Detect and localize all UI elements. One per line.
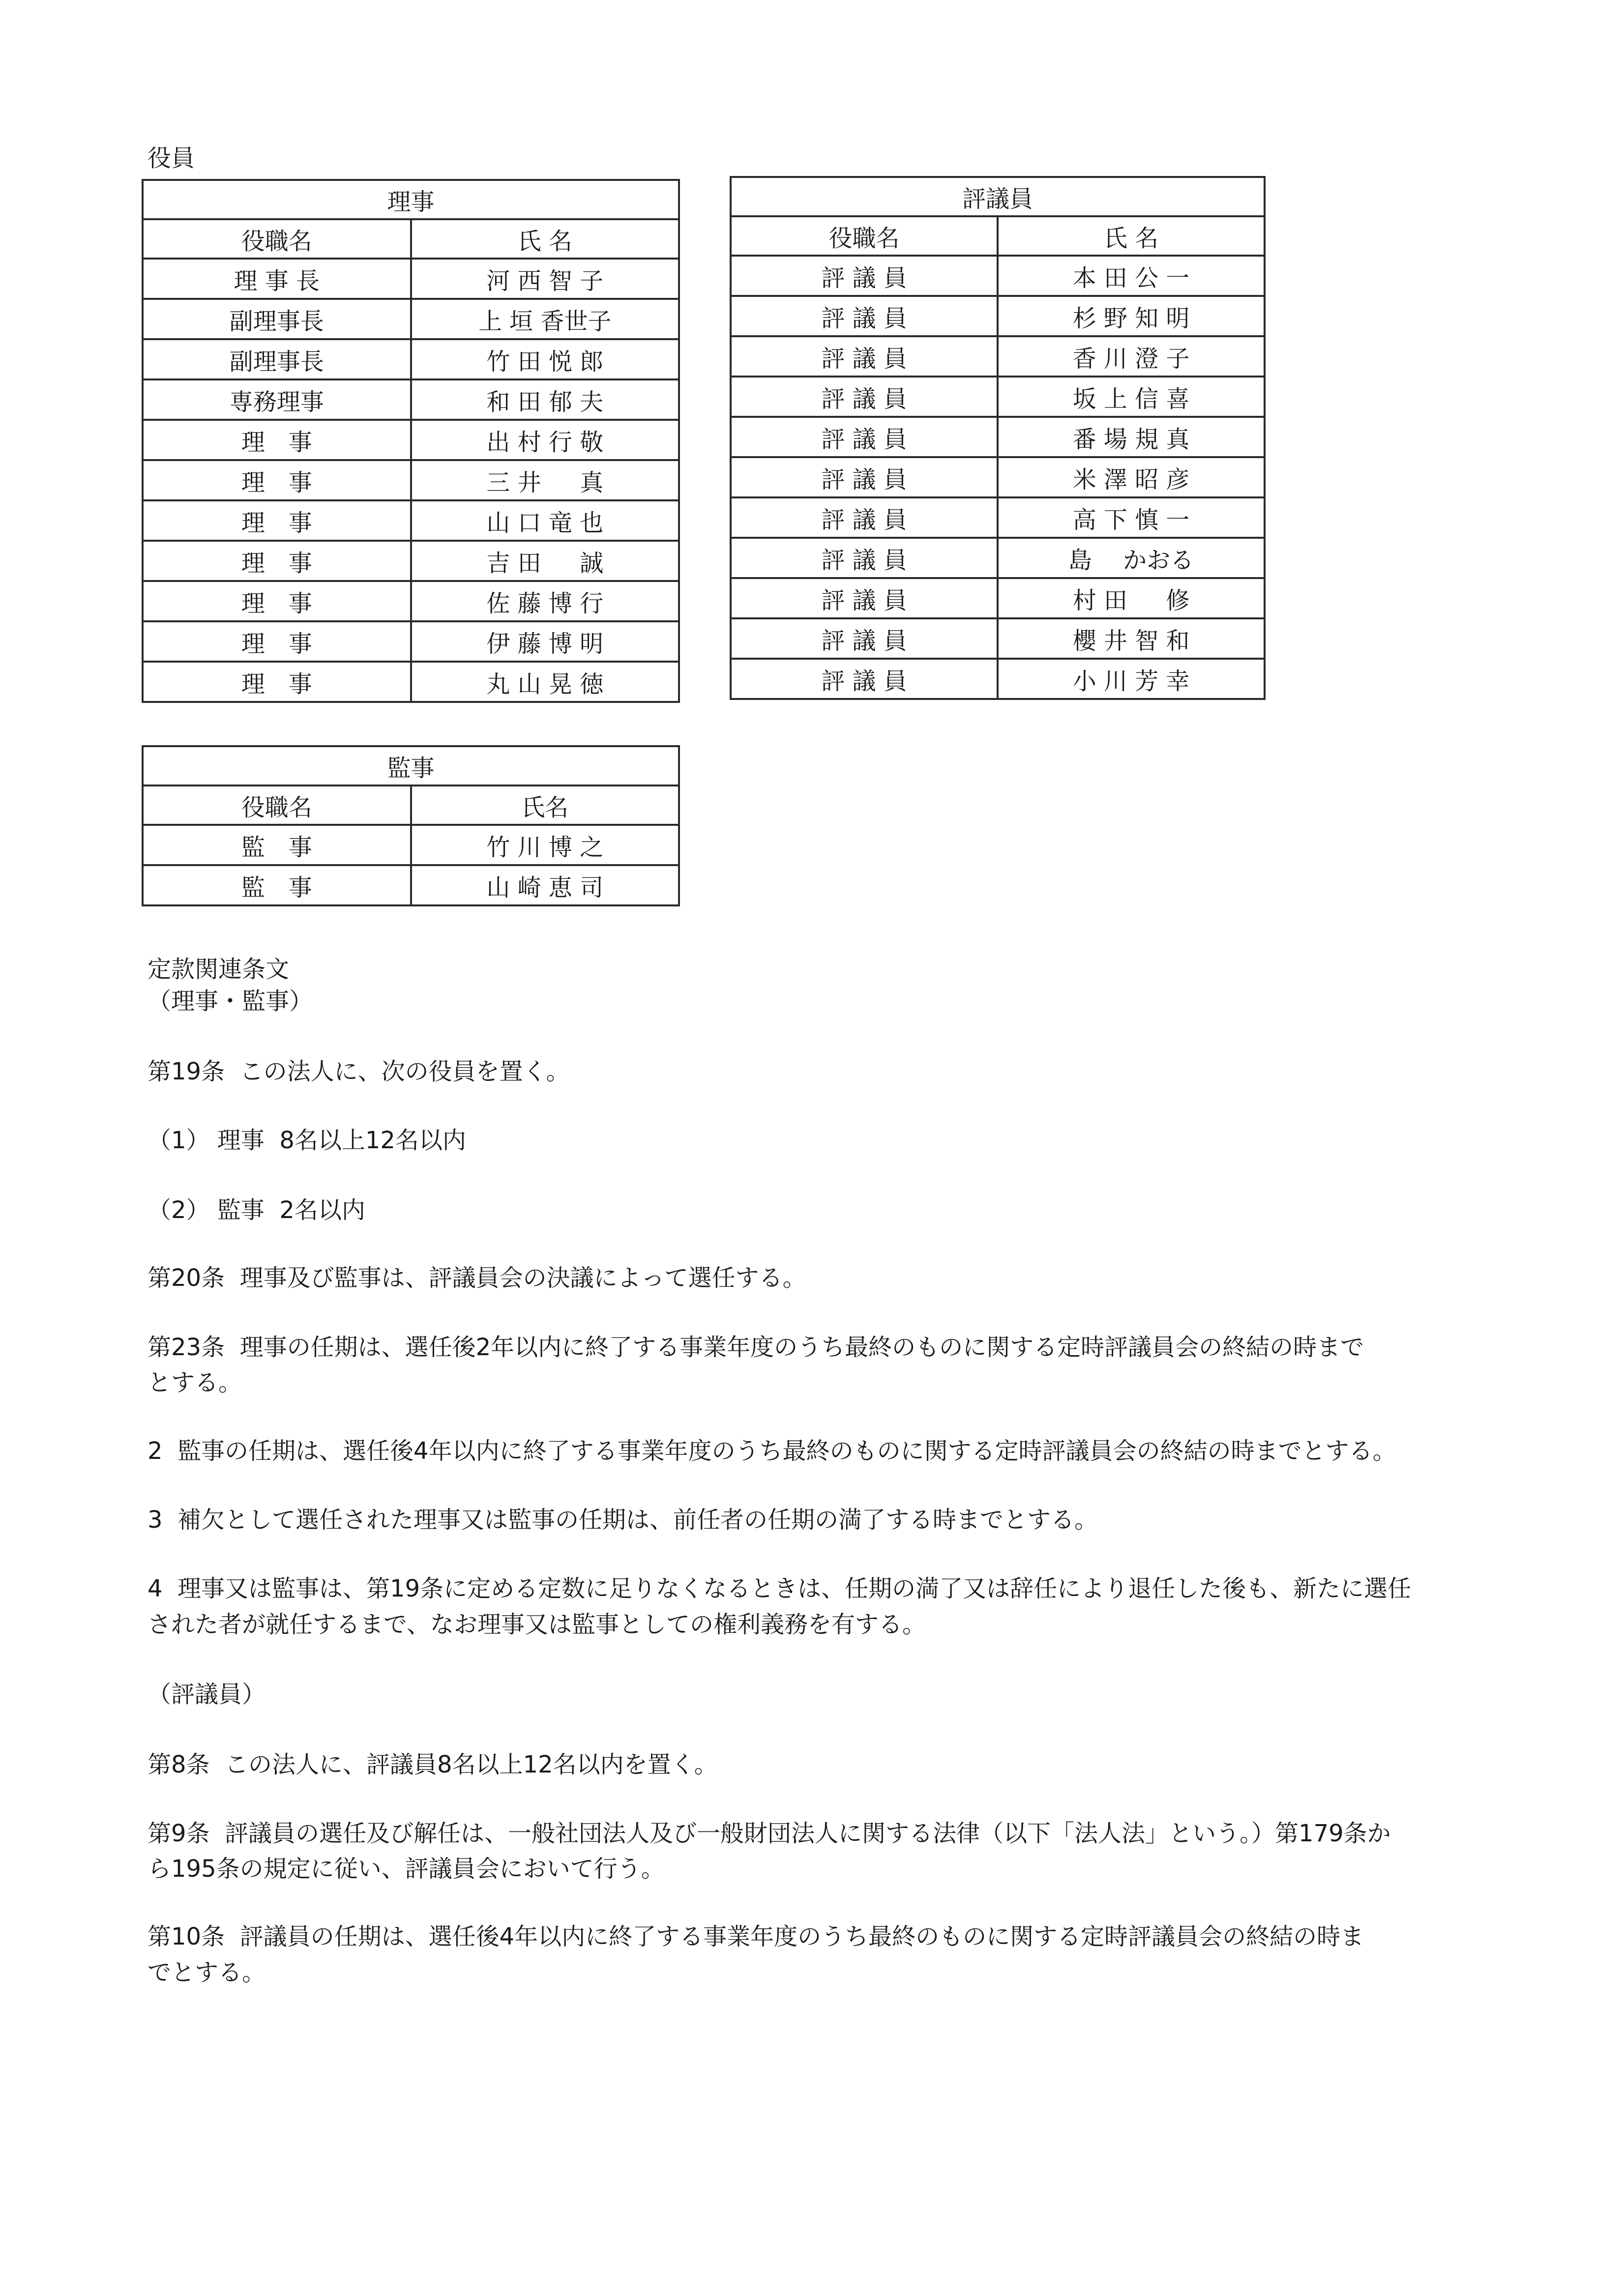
- hyogiin-role-cell: 評 議 員: [731, 618, 998, 659]
- riji-table-row: [143, 460, 679, 500]
- kanji-table-caption: 監事: [143, 746, 679, 785]
- hyogiin-name-cell: 村 田 修: [998, 578, 1265, 618]
- riji-name-cell: 三 井 真: [411, 460, 679, 500]
- riji-name-cell: 出 村 行 敬: [411, 420, 679, 460]
- hyogiin-role-cell: 評 議 員: [731, 417, 998, 457]
- riji-role-cell: 副理事長: [143, 339, 411, 379]
- riji-table-row: [143, 500, 679, 541]
- hyogiin-table-row: [731, 296, 1265, 336]
- riji-table-row: [143, 621, 679, 662]
- riji-table-row: [143, 420, 679, 460]
- kanji-table-row: [143, 865, 679, 905]
- articles-subtitle-hyogiin: （評議員）: [148, 1681, 266, 1708]
- riji-table-row: [143, 299, 679, 339]
- riji-table-caption: 理事: [143, 180, 679, 219]
- article-10-line-1: 第10条 評議員の任期は、選任後4年以内に終了する事業年度のうち最終のものに関する定時評議員会の終結の時ま: [148, 1923, 1364, 1950]
- hyogiin-role-cell: 評 議 員: [731, 256, 998, 296]
- article-19-item-2: （2） 監事 2名以内: [148, 1196, 365, 1224]
- hyogiin-table-row: [731, 578, 1265, 618]
- article-23-para-2: 2 監事の任期は、選任後4年以内に終了する事業年度のうち最終のものに関する定時評議員会の終結の時までとする。: [148, 1437, 1396, 1465]
- hyogiin-col-role-header: 役職名: [731, 216, 998, 256]
- hyogiin-table-row: [731, 417, 1265, 457]
- article-9-line-2: ら195条の規定に従い、評議員会において行う。: [148, 1855, 665, 1883]
- riji-role-cell: 理 事: [143, 662, 411, 702]
- kanji-col-role-header: 役職名: [143, 785, 411, 825]
- hyogiin-role-cell: 評 議 員: [731, 457, 998, 497]
- riji-role-cell: 専務理事: [143, 379, 411, 420]
- article-23-para-4-line-2: された者が就任するまで、なお理事又は監事としての権利義務を有する。: [148, 1611, 926, 1638]
- riji-table-row: [143, 379, 679, 420]
- hyogiin-table-row: [731, 618, 1265, 659]
- riji-name-cell: 竹 田 悦 郎: [411, 339, 679, 379]
- riji-name-cell: 山 口 竜 也: [411, 500, 679, 541]
- hyogiin-col-name-header: 氏 名: [998, 216, 1265, 256]
- hyogiin-role-cell: 評 議 員: [731, 538, 998, 578]
- article-23-para-3: 3 補欠として選任された理事又は監事の任期は、前任者の任期の満了する時までとする。: [148, 1506, 1098, 1534]
- riji-role-cell: 理 事 長: [143, 259, 411, 299]
- hyogiin-table-row: [731, 497, 1265, 538]
- article-10-line-2: でとする。: [148, 1959, 266, 1986]
- article-19-item-1: （1） 理事 8名以上12名以内: [148, 1127, 466, 1154]
- kanji-table-row: [143, 825, 679, 865]
- hyogiin-role-cell: 評 議 員: [731, 336, 998, 377]
- hyogiin-name-cell: 櫻 井 智 和: [998, 618, 1265, 659]
- hyogiin-role-cell: 評 議 員: [731, 659, 998, 699]
- kanji-table: [142, 745, 680, 906]
- riji-role-cell: 理 事: [143, 420, 411, 460]
- riji-name-cell: 吉 田 誠: [411, 541, 679, 581]
- kanji-role-cell: 監 事: [143, 825, 411, 865]
- hyogiin-name-cell: 番 場 規 真: [998, 417, 1265, 457]
- riji-role-cell: 理 事: [143, 621, 411, 662]
- kanji-name-cell: 竹 川 博 之: [411, 825, 679, 865]
- riji-table-row: [143, 662, 679, 702]
- riji-name-cell: 伊 藤 博 明: [411, 621, 679, 662]
- riji-col-name-header: 氏 名: [411, 219, 679, 259]
- riji-role-cell: 副理事長: [143, 299, 411, 339]
- article-9-line-1: 第9条 評議員の選任及び解任は、一般社団法人及び一般財団法人に関する法律（以下「法人法」という。）第179条か: [148, 1820, 1391, 1847]
- article-20: 第20条 理事及び監事は、評議員会の決議によって選任する。: [148, 1264, 806, 1292]
- riji-name-cell: 和 田 郁 夫: [411, 379, 679, 420]
- article-19: 第19条 この法人に、次の役員を置く。: [148, 1058, 570, 1085]
- article-23-para-4-line-1: 4 理事又は監事は、第19条に定める定数に足りなくなるときは、任期の満了又は辞任により退任した後も、新たに選任: [148, 1575, 1412, 1602]
- hyogiin-role-cell: 評 議 員: [731, 296, 998, 336]
- kanji-name-cell: 山 崎 恵 司: [411, 865, 679, 905]
- kanji-role-cell: 監 事: [143, 865, 411, 905]
- riji-table: [142, 179, 680, 703]
- hyogiin-name-cell: 島 かおる: [998, 538, 1265, 578]
- riji-name-cell: 河 西 智 子: [411, 259, 679, 299]
- hyogiin-name-cell: 杉 野 知 明: [998, 296, 1265, 336]
- hyogiin-role-cell: 評 議 員: [731, 377, 998, 417]
- hyogiin-table-caption: 評議員: [731, 177, 1265, 216]
- hyogiin-name-cell: 本 田 公 一: [998, 256, 1265, 296]
- article-8: 第8条 この法人に、評議員8名以上12名以内を置く。: [148, 1751, 718, 1778]
- article-23-line-1: 第23条 理事の任期は、選任後2年以内に終了する事業年度のうち最終のものに関する定時評議員会の終結の時まで: [148, 1334, 1364, 1361]
- hyogiin-table-row: [731, 377, 1265, 417]
- riji-table-row: [143, 581, 679, 621]
- kanji-col-name-header: 氏名: [411, 785, 679, 825]
- riji-table-row: [143, 541, 679, 581]
- hyogiin-table-row: [731, 336, 1265, 377]
- riji-name-cell: 丸 山 晃 徳: [411, 662, 679, 702]
- hyogiin-table-row: [731, 256, 1265, 296]
- articles-subtitle-riji: （理事・監事）: [148, 988, 313, 1015]
- hyogiin-name-cell: 高 下 慎 一: [998, 497, 1265, 538]
- riji-role-cell: 理 事: [143, 581, 411, 621]
- hyogiin-table-row: [731, 538, 1265, 578]
- hyogiin-table-row: [731, 659, 1265, 699]
- article-23-line-2: とする。: [148, 1369, 242, 1396]
- hyogiin-table: [730, 176, 1266, 700]
- hyogiin-name-cell: 小 川 芳 幸: [998, 659, 1265, 699]
- hyogiin-name-cell: 坂 上 信 喜: [998, 377, 1265, 417]
- hyogiin-role-cell: 評 議 員: [731, 578, 998, 618]
- riji-name-cell: 佐 藤 博 行: [411, 581, 679, 621]
- officers-heading: 役員: [148, 145, 195, 172]
- hyogiin-name-cell: 米 澤 昭 彦: [998, 457, 1265, 497]
- riji-name-cell: 上 垣 香世子: [411, 299, 679, 339]
- riji-table-row: [143, 259, 679, 299]
- hyogiin-role-cell: 評 議 員: [731, 497, 998, 538]
- riji-table-row: [143, 339, 679, 379]
- hyogiin-name-cell: 香 川 澄 子: [998, 336, 1265, 377]
- riji-role-cell: 理 事: [143, 460, 411, 500]
- riji-col-role-header: 役職名: [143, 219, 411, 259]
- hyogiin-table-row: [731, 457, 1265, 497]
- articles-title: 定款関連条文: [148, 956, 290, 983]
- riji-role-cell: 理 事: [143, 500, 411, 541]
- riji-role-cell: 理 事: [143, 541, 411, 581]
